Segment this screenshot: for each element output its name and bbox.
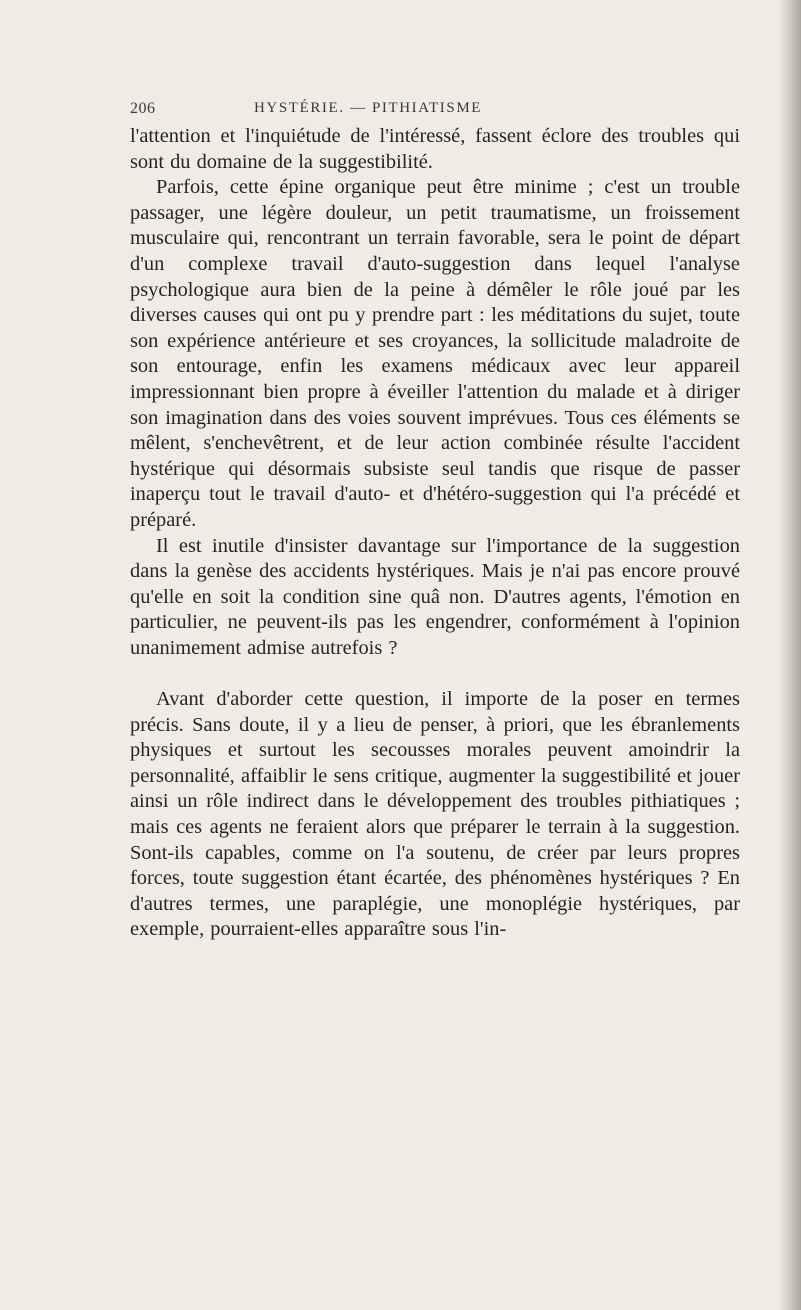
running-title: HYSTÉRIE. — PITHIATISME xyxy=(254,100,483,116)
paragraph: Avant d'aborder cette question, il importe de la poser en termes précis. Sans doute, il y a lieu de penser, à priori, que les ébranlements physiques et surtout les secousses morales peuvent amoindrir la personnalité, affaiblir le sens critique, augmenter la suggestibilité et jouer ainsi un rôle indirect dans le développement des troubles pithiatiques ; mais ces agents ne feraient alors que préparer le terrain à la suggestion. Sont-ils capables, comme on l'a soutenu, de créer par leurs propres forces, toute suggestion étant écartée, des phénomènes hystériques ? En d'autres termes, une paraplégie, une monoplégie hystériques, par exemple, pourraient-elles apparaître sous l'in- xyxy=(130,688,740,941)
page-edge-shadow xyxy=(779,0,801,1310)
page-number: 206 xyxy=(130,100,156,117)
paragraph: Parfois, cette épine organique peut être minime ; c'est un trouble passager, une légère douleur, un petit traumatisme, un froissement musculaire qui, rencontrant un terrain favorable, sera le point de départ d'un complexe travail d'auto-suggestion dans lequel l'analyse psychologique aura bien de la peine à démêler le rôle joué par les diverses causes qui ont pu y prendre part : les méditations du sujet, toute son expérience antérieure et ses croyances, la sollicitude maladroite de son entourage, enfin les examens médicaux avec leur appareil impressionnant bien propre à éveiller l'attention du malade et à diriger son imagination dans des voies souvent imprévues. Tous ces éléments se mêlent, s'enchevêtrent, et de leur action combinée résulte l'accident hystérique qui désormais subsiste seul tandis que risque de passer inaperçu tout le travail d'auto- et d'hétéro-suggestion qui l'a précédé et préparé. xyxy=(130,176,740,531)
paragraph: Il est inutile d'insister davantage sur l'importance de la suggestion dans la genèse des accidents hystériques. Mais je n'ai pas encore prouvé qu'elle en soit la condition sine quâ non. D'autres agents, l'émotion en particulier, ne peuvent-ils pas les engendrer, conformément à l'opinion unanimement admise autrefois ? xyxy=(130,534,740,659)
page-header xyxy=(130,100,730,124)
body-text xyxy=(130,124,740,943)
paragraph-continuation: l'attention et l'inquiétude de l'intéressé, fassent éclore des troubles qui sont du domaine de la suggestibilité. xyxy=(130,125,740,173)
